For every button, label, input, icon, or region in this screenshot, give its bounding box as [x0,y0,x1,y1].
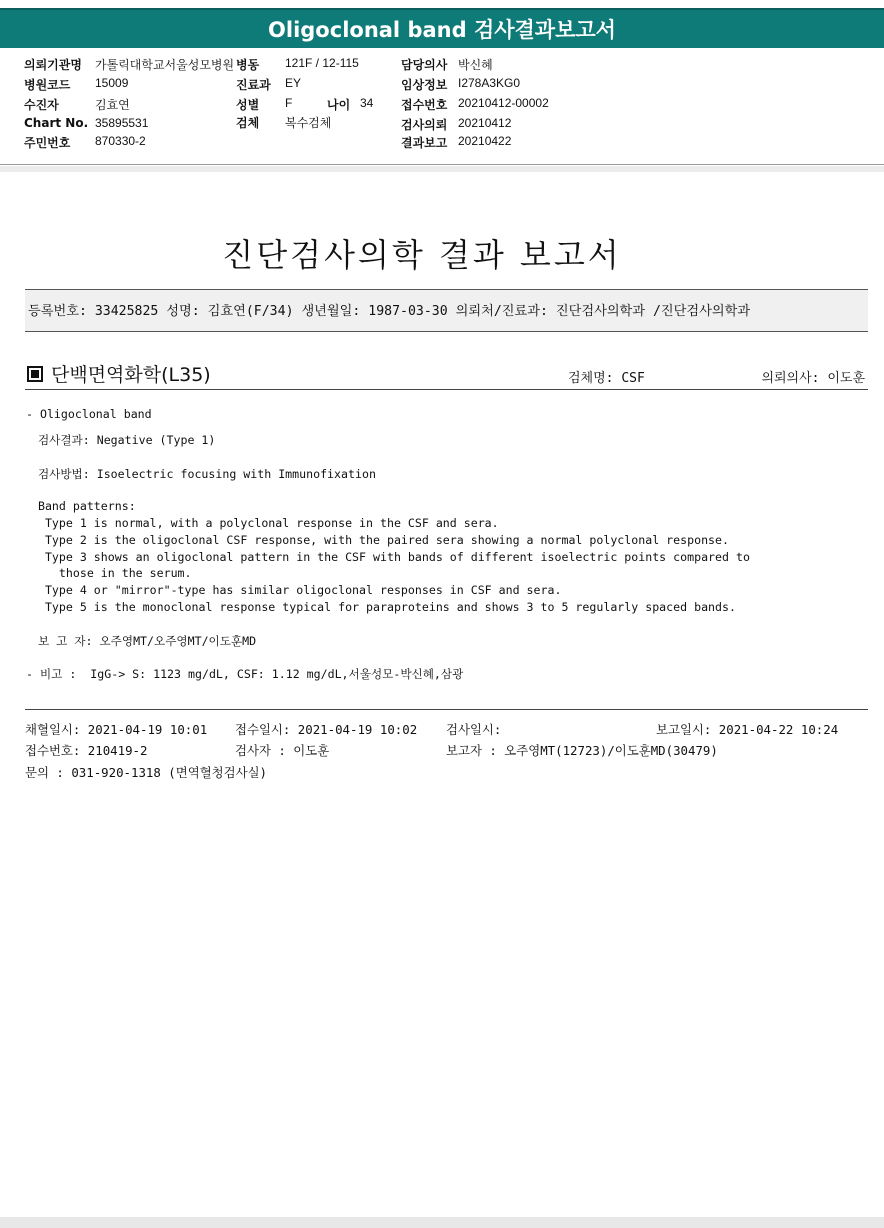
field-label: Chart No. [24,116,89,130]
band-pattern-line: those in the serum. [24,566,192,580]
field-value: F [285,96,293,110]
field-patient-name [24,96,224,112]
field-value: 20210412 [458,116,512,130]
field-label: 수진자 [24,98,59,112]
field-value: 김효연 [95,98,130,112]
field-label: 임상정보 [401,78,448,92]
field-result-report-date [401,134,601,150]
field-value: 복수검체 [285,116,332,130]
footer-divider [25,709,868,710]
field-value: 15009 [95,76,129,90]
field-label: 검체 [236,116,260,130]
patient-info-bar: 등록번호: 33425825 성명: 김효연(F/34) 생년월일: 1987-03-30 의뢰처/진료과: 진단검사의학과 /진단검사의학과 [25,289,868,332]
field-label: 주민번호 [24,136,71,150]
section-title-text: 단백면역화학(L35) [51,364,211,386]
report-header-title: Oligoclonal band 검사결과보고서 [0,8,884,48]
field-value: EY [285,76,302,90]
field-hospital-code [24,76,224,92]
field-receipt-number [401,96,621,112]
field-requesting-institution [24,56,264,72]
reporter-line: 보 고 자: 오주영MT/오주영MT/이도훈MD [24,634,257,648]
collection-datetime: 채혈일시: 2021-04-19 10:01 [25,722,208,737]
field-test-request-date [401,116,601,132]
field-label: 검사의뢰 [401,118,448,132]
band-pattern-line: Type 1 is normal, with a polyclonal response in the CSF and sera. [24,516,499,530]
field-label: 진료과 [236,78,271,92]
receipt-datetime: 접수일시: 2021-04-19 10:02 [235,722,418,737]
test-datetime: 검사일시: [446,722,502,737]
field-ward [236,56,396,72]
test-name: - Oligoclonal band [26,407,152,421]
band-pattern-line: Type 5 is the monoclonal response typical for paraproteins and shows 3 to 5 regularly spaced bands. [24,600,736,614]
report-datetime: 보고일시: 2021-04-22 10:24 [656,722,839,737]
field-clinical-info [401,76,601,92]
field-age [327,96,397,112]
field-value: 20210422 [458,134,512,148]
tester: 검사자 : 이도훈 [235,743,330,758]
field-value: 870330-2 [95,134,146,148]
reporter: 보고자 : 오주영MT(12723)/이도훈MD(30479) [446,743,718,758]
section-title [27,360,211,387]
field-label: 병동 [236,58,260,72]
field-resident-number [24,134,224,150]
field-specimen [236,114,396,130]
field-label: 의뢰기관명 [24,58,82,72]
test-method: 검사방법: Isoelectric focusing with Immunofixation [24,467,376,481]
field-department [236,76,396,92]
field-label: 나이 [327,98,351,112]
field-attending-doctor [401,56,601,72]
page-bottom-bar [0,1217,884,1228]
field-label: 성별 [236,98,260,112]
band-patterns-heading: Band patterns: [24,499,136,513]
specimen-name: 검체명: CSF [568,371,645,386]
field-label: 병원코드 [24,78,71,92]
header-divider-shadow [0,166,884,172]
test-result: 검사결과: Negative (Type 1) [24,433,216,447]
field-chart-number [24,116,224,132]
report-title: 진단검사의학 결과 보고서 [222,236,622,274]
field-value: 박신혜 [458,58,493,72]
field-label: 결과보고 [401,136,448,150]
field-value: 35895531 [95,116,149,130]
header-divider [0,164,884,165]
field-value: 34 [360,96,374,110]
filled-square-icon [27,366,43,382]
requesting-doctor: 의뢰의사: 이도훈 [761,371,865,386]
band-pattern-line: Type 2 is the oligoclonal CSF response, with the paired sera showing a normal polyclonal response. [24,533,729,547]
field-value: 20210412-00002 [458,96,549,110]
footer-receipt-number: 접수번호: 210419-2 [25,743,148,758]
band-pattern-line: Type 3 shows an oligoclonal pattern in the CSF with bands of different isoelectric points compared to [24,550,750,564]
field-label: 접수번호 [401,98,448,112]
field-sex [236,96,316,112]
field-value: 가톨릭대학교서울성모병원 [95,58,235,72]
field-label: 담당의사 [401,58,448,72]
remarks-line: - 비고 : IgG-> S: 1123 mg/dL, CSF: 1.12 mg/dL,서울성모-박신혜,삼광 [26,667,464,681]
band-pattern-line: Type 4 or "mirror"-type has similar oligoclonal responses in CSF and sera. [24,583,562,597]
inquiry-contact: 문의 : 031-920-1318 (면역혈청검사실) [25,765,268,780]
field-value: 121F / 12-115 [285,56,359,70]
section-header [25,360,868,390]
field-value: I278A3KG0 [458,76,521,90]
